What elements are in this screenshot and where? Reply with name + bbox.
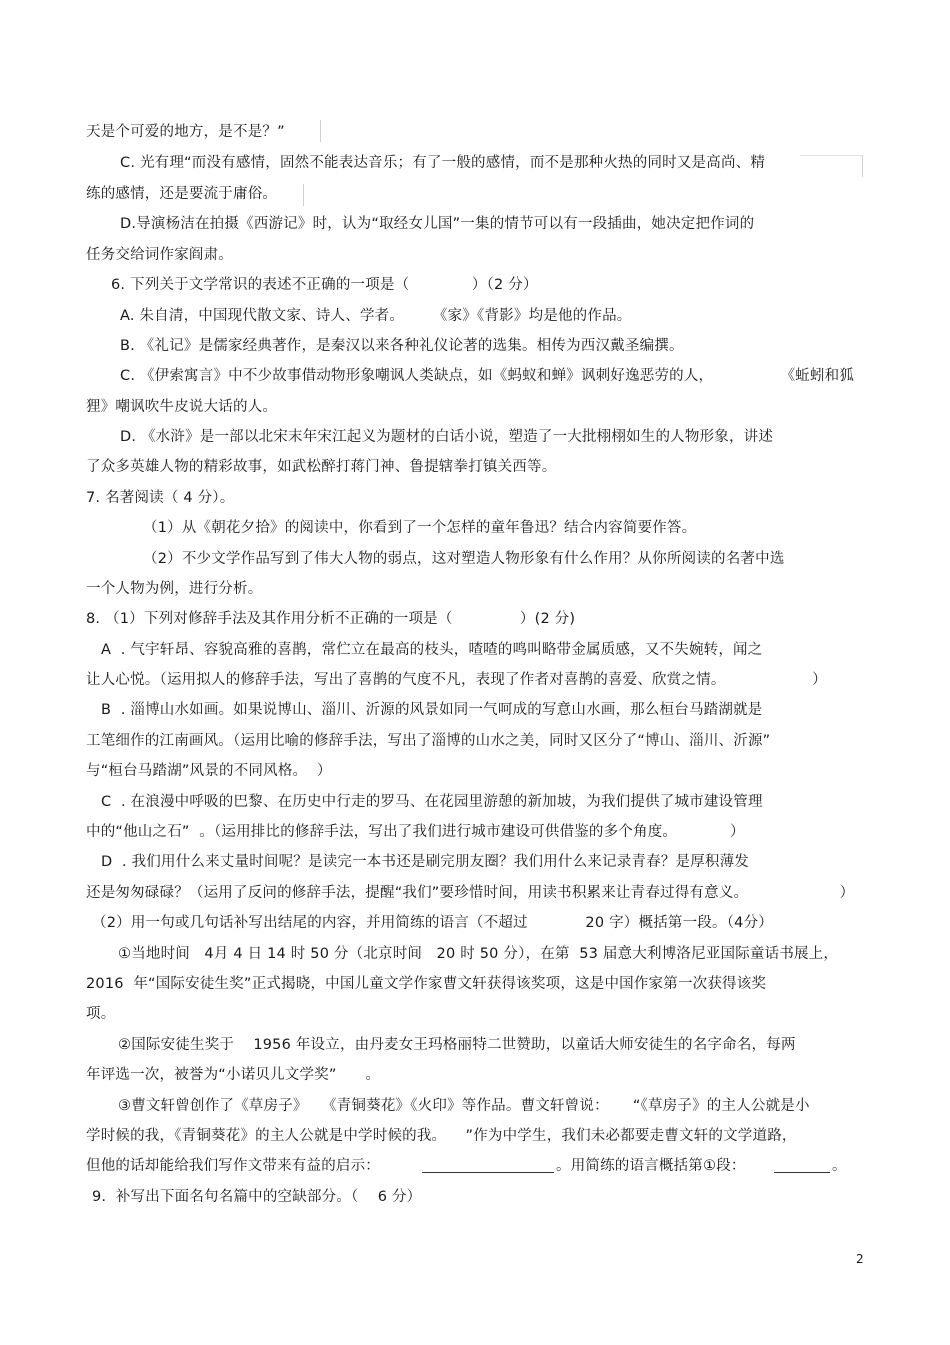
- text-line: 一个人物为例，进行分析。: [86, 581, 263, 597]
- divider: [800, 155, 862, 156]
- text-line: D.导演杨洁在拍摄《西游记》时，认为“取经女儿国”一集的情节可以有一段插曲，她决定把作词的: [120, 216, 755, 232]
- page-number: 2: [856, 1252, 864, 1266]
- text-line: D . 我们用什么来丈量时间呢？是读完一本书还是刷完朋友圈？我们用什么来记录青春？是厚积薄发: [101, 854, 749, 870]
- text-line: 练的感情，还是要流于庸俗。: [86, 186, 278, 202]
- text-line: 中的“他山之石” 。（运用排比的修辞手法，写出了我们进行城市建设可供借鉴的多个角度。 ）: [86, 824, 745, 840]
- text-line: D. 《水浒》是一部以北宋末年宋江起义为题材的白话小说，塑造了一大批栩栩如生的人物形象，讲述: [120, 429, 774, 445]
- text-line: C . 在浪漫中呼吸的巴黎、在历史中行走的罗马、在花园里游憩的新加坡，为我们提供了城市建设管理: [101, 794, 763, 810]
- text-line: B. 《礼记》是儒家经典著作，是秦汉以来各种礼仪论著的选集。相传为西汉戴圣编撰。: [120, 338, 684, 354]
- text-line: ①当地时间 4月 4 日 14 时 50 分（北京时间 20 时 50 分），在第 53 届意大利博洛尼亚国际童话书展上，: [118, 946, 839, 962]
- text-line: C. 光有理“而没有感情，固然不能表达音乐；有了一般的感情，而不是那种火热的同时又是高尚、精: [120, 155, 766, 171]
- text-line: 6. 下列关于文学常识的表述不正确的一项是（ ）（2 分）: [111, 277, 538, 293]
- text-line: 。用简练的语言概括第①段：: [556, 1158, 746, 1174]
- text-line: 。: [832, 1158, 847, 1174]
- text-line: C. 《伊索寓言》中不少故事借动物形象嘲讽人类缺点，如《蚂蚁和蝉》讽刺好逸恶劳的人， 《蚯蚓和狐: [120, 368, 855, 384]
- text-line: 年评选一次，被誉为“小诺贝儿文学奖” 。: [86, 1067, 381, 1083]
- text-line: 7. 名著阅读（ 4 分）。: [86, 490, 235, 506]
- text-line: A . 气宇轩昂、容貌高雅的喜鹊，常伫立在最高的枝头，喳喳的鸣叫略带金属质感，又不失婉转，闻之: [101, 642, 763, 658]
- divider: [320, 120, 321, 142]
- text-line: 了众多英雄人物的精彩故事，如武松醉打蒋门神、鲁提辖拳打镇关西等。: [86, 459, 557, 475]
- text-line: 还是匆匆碌碌？（运用了反问的修辞手法，提醒“我们”要珍惜时间，用读书积累来让青春过得有意义。 ）: [86, 885, 855, 901]
- answer-blank[interactable]: [422, 1158, 554, 1173]
- text-line: 任务交给词作家阎肃。: [86, 247, 233, 263]
- text-line: 天是个可爱的地方，是不是？”: [86, 124, 285, 140]
- text-line: 项。: [86, 1006, 116, 1022]
- text-line: ②国际安徒生奖于 1956 年设立，由丹麦女王玛格丽特二世赞助，以童话大师安徒生的名字命名，每两: [118, 1037, 796, 1053]
- text-line: 工笔细作的江南画风。（运用比喻的修辞手法，写出了淄博的山水之美，同时又区分了“博山、淄川、沂源”: [86, 733, 771, 749]
- text-line: ③曹文轩曾创作了《草房子》 《青铜葵花》《火印》等作品。曹文轩曾说： “《草房子》的主人公就是小: [118, 1098, 810, 1114]
- divider: [862, 155, 863, 177]
- text-line: 9. 补写出下面名句名篇中的空缺部分。（ 6 分）: [92, 1189, 422, 1205]
- text-line: 让人心悦。（运用拟人的修辞手法，写出了喜鹊的气度不凡，表现了作者对喜鹊的喜爱、欣赏之情。 ）: [86, 672, 827, 688]
- text-line: B . 淄博山水如画。如果说博山、淄川、沂源的风景如同一气呵成的写意山水画，那么桓台马踏湖就是: [101, 702, 763, 718]
- text-line: 8. （1）下列对修辞手法及其作用分析不正确的一项是（ ）(2 分): [86, 611, 576, 627]
- text-line: 狸》嘲讽吹牛皮说大话的人。: [86, 399, 278, 415]
- text-line: 但他的话却能给我们写作文带来有益的启示：: [86, 1158, 380, 1174]
- text-line: 学时候的我，《青铜葵花》的主人公就是中学时候的我。 ”作为中学生，我们未必都要走曹文轩的文学道路，: [86, 1128, 797, 1144]
- text-line: A. 朱自清，中国现代散文家、诗人、学者。 《家》《背影》均是他的作品。: [120, 308, 632, 324]
- text-line: 与“桓台马踏湖”风景的不同风格。 ）: [86, 763, 332, 779]
- text-line: 2016 年“国际安徒生奖”正式揭晓，中国儿童文学作家曹文轩获得该奖项，这是中国作家第一次获得该奖: [86, 976, 767, 992]
- text-line: （2）用一句或几句话补写出结尾的内容，并用简练的语言（不超过 20 字）概括第一段。（4分）: [92, 915, 773, 931]
- text-line: （1）从《朝花夕拾》的阅读中，你看到了一个怎样的童年鲁迅？结合内容简要作答。: [143, 520, 697, 536]
- text-line: （2）不少文学作品写到了伟大人物的弱点，这对塑造人物形象有什么作用？从你所阅读的名著中选: [143, 551, 785, 567]
- divider: [303, 184, 304, 206]
- answer-blank[interactable]: [774, 1158, 830, 1173]
